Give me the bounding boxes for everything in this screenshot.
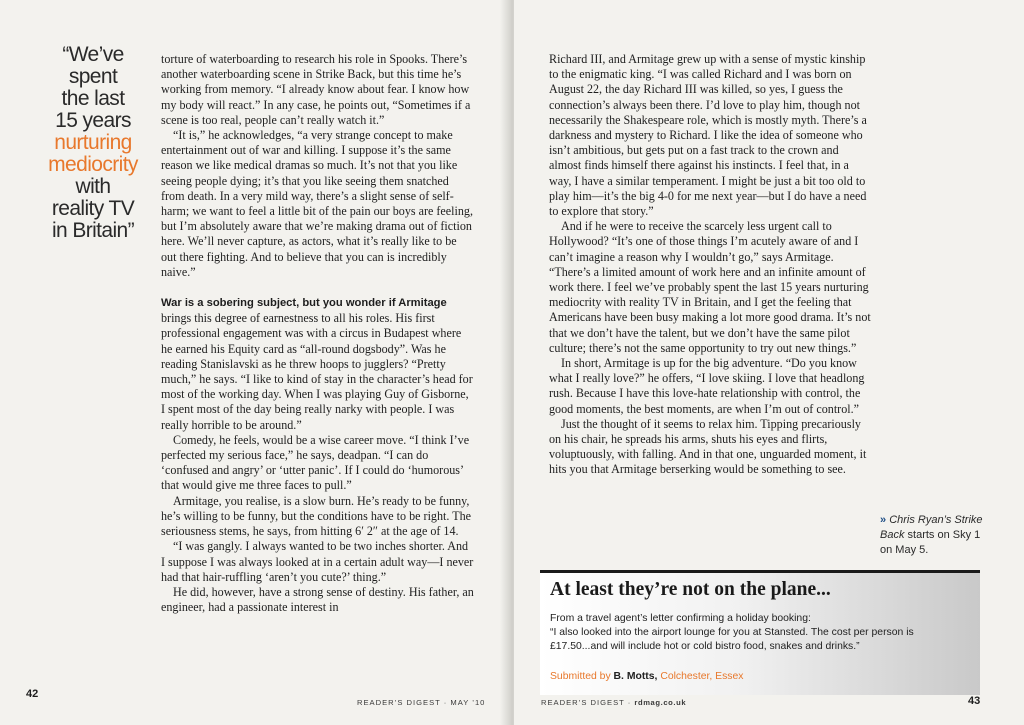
body-paragraph: “I was gangly. I always wanted to be two inches shorter. And I suppose I was always looked at in a certain adult way—I never had that hair-ruffling ‘aren’t you cute?’ thing.”: [161, 539, 474, 584]
pull-quote-line-highlight: mediocrity: [48, 153, 138, 176]
body-paragraph: Richard III, and Armitage grew up with a sense of mystic kinship to the enigmatic king. “I was called Richard and I was born on August 22, the day Richard III was killed, so yes, I guess the connection’s always been there. I’d love to play him, though not necessarily the Shakespeare role, which is mostly myth. There’s a darkness and mystery to Richard. I like the idea of someone who isn’t ambitious, but gets put on a fast track to the crown and almost finds himself there against his instincts. I feel that, in a way, I have a similar temperament. I might be just a bit too old to play him—it’s the big 4-0 for me next year—but I do have a need to explore that story.”: [549, 52, 867, 219]
body-paragraph: “It is,” he acknowledges, “a very strange concept to make entertainment out of war and killing. I suppose it’s the same reason we like medical dramas so much. It’s not that you like seeing people dying; it’s that you like seeing them snatched from death. In a very mild way, there’s a slight sense of self-harm; we want to feel a little bit of the pain our boys are feeling, but I’m absolutely aware that we’re making drama out of fiction here. We’ll never capture, as actors, what it’s really like to be out there fighting. And to believe that you can is incredibly naive.”: [161, 128, 473, 279]
boxout-intro: From a travel agent’s letter confirming a holiday booking:: [550, 613, 811, 624]
page-number-right: 43: [968, 695, 981, 707]
body-paragraph: Comedy, he feels, would be a wise career move. “I think I’ve perfected my serious face,” he says, deadpan. “I can do ‘confused and angry’ or ‘utter panic’. If I could do ‘humorous’ that would give me three faces to pull.”: [161, 432, 470, 493]
pull-quote-line: spent: [68, 65, 118, 88]
pull-quote-line: reality TV: [51, 197, 135, 220]
boxout-quote: “I also looked into the airport lounge for you at Stansted. The cost per person is £17.50...and will include hot or cold bistro food, snakes and drinks.”: [550, 627, 914, 652]
caption-title: Chris Ryan’s Strike Back: [880, 514, 983, 541]
reader-boxout: [540, 570, 980, 695]
section-lead-in: War is a sobering subject, but you wonder if Armitage: [161, 297, 447, 310]
footer-site: rdmag.co.uk: [634, 698, 687, 707]
right-body-column: [549, 52, 871, 478]
caption-text: starts on Sky 1 on May 5.: [880, 529, 981, 556]
pull-quote-line: in Britain”: [51, 219, 135, 242]
pull-quote-line: the last: [61, 87, 125, 110]
footer-label: READER’S DIGEST ·: [541, 698, 632, 707]
page-footer-right: [541, 698, 686, 707]
boxout-body: [550, 612, 962, 654]
pull-quote: [28, 44, 158, 242]
credit-name: B. Motts,: [613, 671, 658, 682]
pull-quote-line-highlight: nurturing: [54, 131, 132, 154]
broadcast-caption: [880, 513, 990, 558]
page-footer-left: READER’S DIGEST · MAY ’10: [357, 698, 486, 707]
pull-quote-line: “We’ve: [62, 43, 124, 66]
body-paragraph: torture of waterboarding to research his role in Spooks. There’s another waterboarding scene in Strike Back, but this time he’s working from memory. “I already know about fear. I know how my body will react.” In any case, he points out, “Sometimes if a scene is too real, people can’t really watch it.”: [161, 52, 471, 127]
left-page: [0, 0, 508, 725]
body-paragraph: He did, however, have a strong sense of destiny. His father, an engineer, had a passionate interest in: [161, 584, 474, 615]
body-paragraph: And if he were to receive the scarcely less urgent call to Hollywood? “It’s one of those things I’m acutely aware of and I can’t imagine a reason why I wouldn’t go,” says Armitage. “There’s a limited amount of work here and an infinite amount of work there. I feel we’ve probably spent the last 15 years nurturing mediocrity with reality TV in Britain, and I get the feeling that Americans have been busy making a lot more good drama. It’s not that we don’t have the talent, but we don’t have the same pilot culture; there’s not the same opportunity to try out new things.”: [549, 219, 871, 355]
left-body-column: [161, 52, 474, 615]
chevron-right-icon: »: [880, 514, 887, 526]
body-paragraph: Armitage, you realise, is a slow burn. He’s ready to be funny, he’s willing to be funny, but the conditions have to be right. The seriousness stems, he says, from hitting 6′ 2″ at the age of 14.: [161, 493, 472, 539]
pull-quote-line: 15 years: [55, 109, 131, 132]
credit-prefix: Submitted by: [550, 671, 611, 682]
boxout-title: At least they’re not on the plane...: [550, 579, 831, 600]
section-paragraph: [161, 295, 474, 433]
page-number-left: 42: [26, 688, 39, 700]
section-paragraph-text: brings this degree of earnestness to all his roles. His first professional engagement was with a circus in Budapest where he earned his Equity card as “all-round dogsbody”. Was he reading Stanislavski as he threw hoops to jugglers? “Pretty much,” he says. “I like to kind of stay in the character’s head for most of the working day. When I was playing Guy of Gisborne, I spent most of the day being really narky with people. I was really horrible to be around.”: [161, 311, 473, 432]
body-paragraph: Just the thought of it seems to relax him. Tipping precariously on his chair, he spreads his arms, shuts his eyes and flirts, voluptuously, with falling. And in that one, unguarded moment, it hits you that Armitage berserking would be something to see.: [549, 416, 867, 477]
boxout-credit: [550, 671, 743, 682]
credit-place: Colchester, Essex: [660, 671, 744, 682]
body-paragraph: In short, Armitage is up for the big adventure. “Do you know what I really love?” he offers, “I love skiing. I love that headlong rush. Because I have this love-hate relationship with control, the good moments, the best moments, are when I’m out of control.”: [549, 356, 865, 416]
pull-quote-line: with: [75, 175, 111, 198]
